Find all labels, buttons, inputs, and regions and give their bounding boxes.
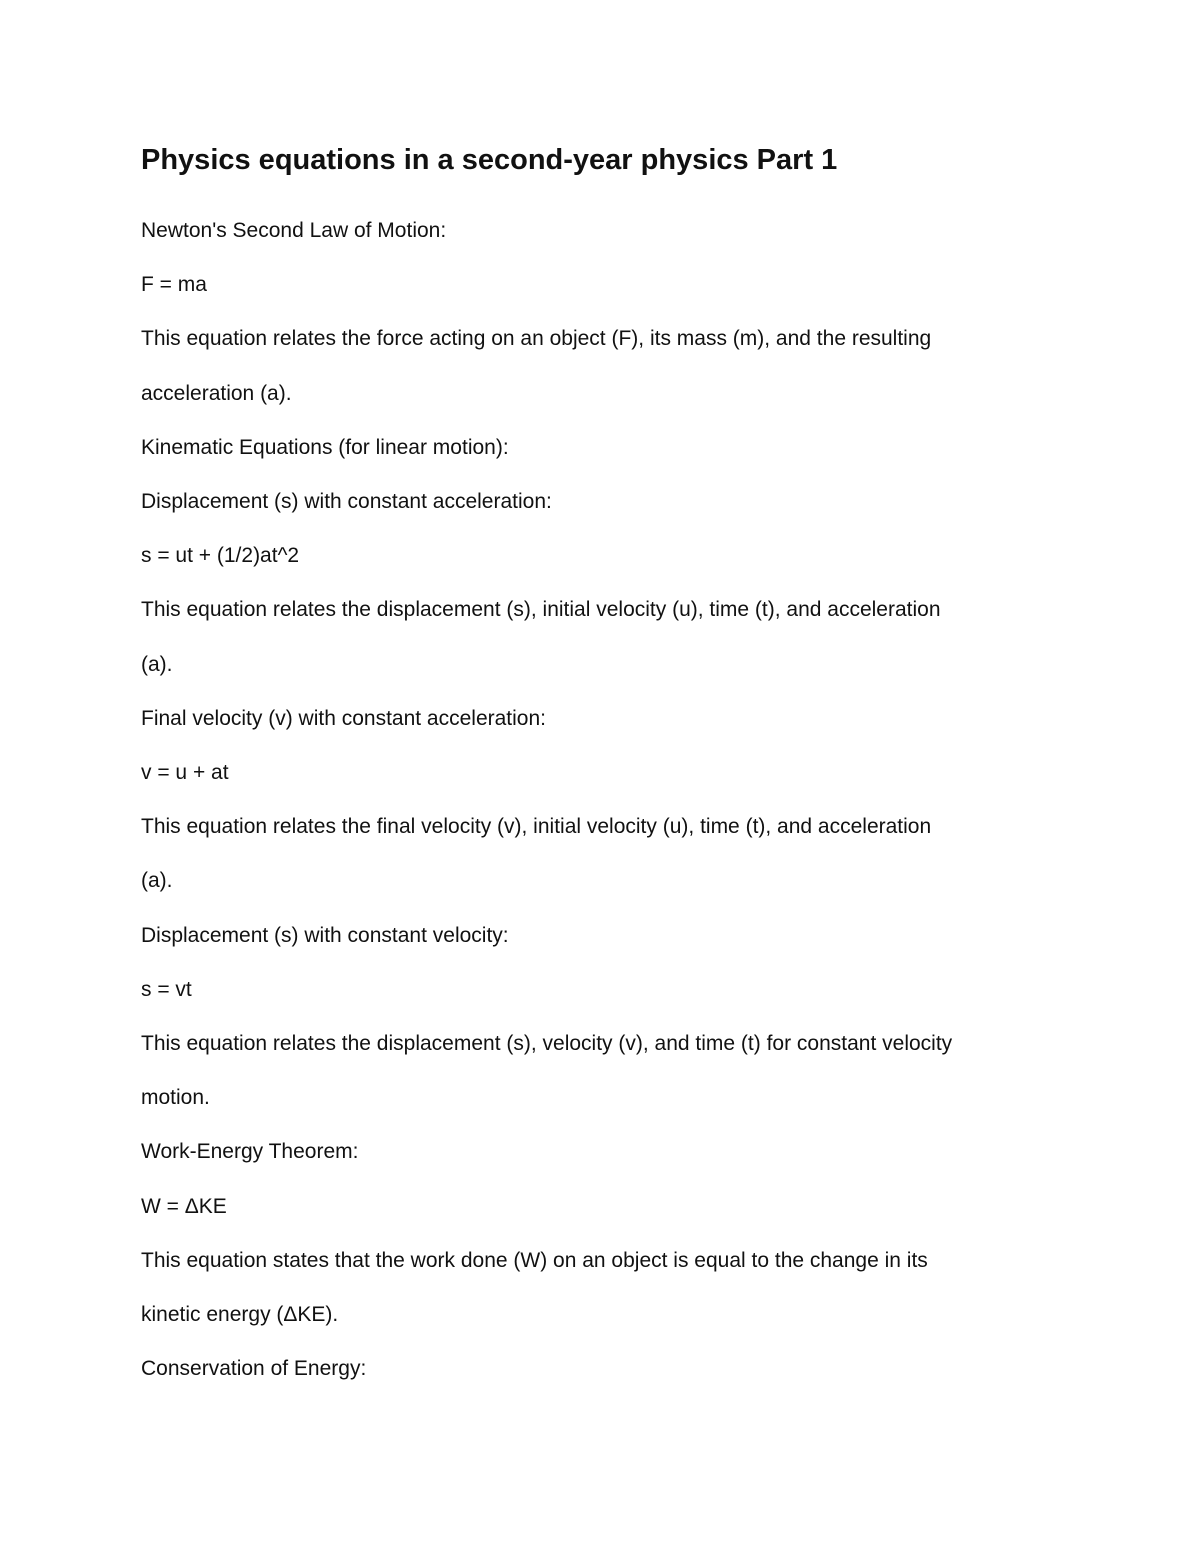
document-title: Physics equations in a second-year physics Part 1 <box>141 144 838 176</box>
equation: F = ma <box>141 273 207 297</box>
equation: s = ut + (1/2)at^2 <box>141 544 300 568</box>
document-body <box>141 142 1061 1396</box>
section-heading: Kinematic Equations (for linear motion): <box>141 435 509 459</box>
subsection-heading: Displacement (s) with constant acceleration: <box>141 490 552 514</box>
explanation-line: (a). <box>141 869 173 893</box>
explanation-line: This equation relates the displacement (s), velocity (v), and time (t) for constant velocity <box>141 1032 953 1056</box>
explanation-line: (a). <box>141 652 173 676</box>
section-newtons-second-law <box>141 204 1061 421</box>
subsection-heading: Final velocity (v) with constant acceleration: <box>141 706 546 730</box>
explanation-line: kinetic energy (ΔKE). <box>141 1303 339 1327</box>
equation: W = ΔKE <box>141 1194 227 1218</box>
explanation-line: This equation relates the displacement (s), initial velocity (u), time (t), and acceleration <box>141 598 941 622</box>
section-heading: Newton's Second Law of Motion: <box>141 219 447 242</box>
section-conservation-of-energy <box>141 1342 1061 1396</box>
equation: v = u + at <box>141 761 229 785</box>
explanation-line: acceleration (a). <box>141 381 292 405</box>
section-heading: Work-Energy Theorem: <box>141 1140 359 1164</box>
equation: s = vt <box>141 977 192 1001</box>
explanation-line: This equation states that the work done (W) on an object is equal to the change in its <box>141 1248 928 1272</box>
explanation-line: This equation relates the final velocity (v), initial velocity (u), time (t), and acceleration <box>141 815 932 839</box>
subsection-heading: Displacement (s) with constant velocity: <box>141 923 509 947</box>
section-heading: Conservation of Energy: <box>141 1357 367 1381</box>
section-kinematic-equations <box>141 421 1061 1126</box>
section-work-energy-theorem <box>141 1125 1061 1342</box>
explanation-line: motion. <box>141 1086 210 1110</box>
explanation-line: This equation relates the force acting on an object (F), its mass (m), and the resulting <box>141 327 932 351</box>
